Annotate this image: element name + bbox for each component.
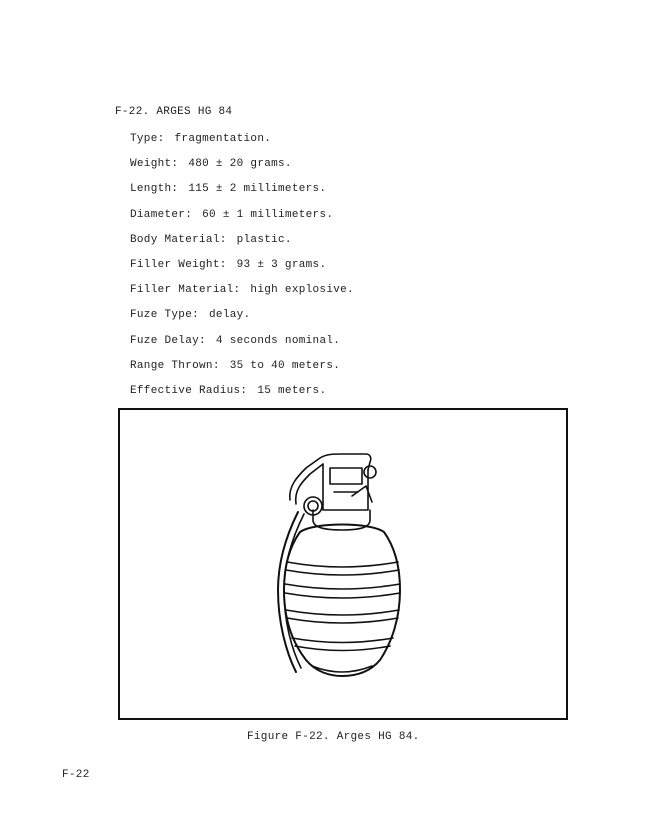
spec-value: high explosive. (250, 284, 354, 297)
spec-label: Type: (130, 133, 165, 145)
spec-value: fragmentation. (174, 133, 272, 145)
spec-length (130, 182, 354, 207)
spec-label: Filler Material: (130, 284, 241, 297)
spec-label: Effective Radius: (130, 384, 248, 397)
spec-label: Length: (130, 183, 179, 196)
figure-frame (118, 408, 568, 720)
spec-effective-radius (130, 384, 354, 409)
spec-label: Fuze Type: (130, 309, 200, 322)
spec-filler-material (130, 283, 354, 308)
spec-value: 60 ± 1 millimeters. (202, 208, 334, 221)
spec-value: 15 meters. (257, 384, 327, 397)
spec-range-thrown (130, 359, 354, 384)
spec-type (130, 132, 354, 157)
spec-fuze-type (130, 308, 354, 333)
spec-body-material (130, 233, 354, 258)
spec-label: Diameter: (130, 208, 193, 221)
spec-value: 35 to 40 meters. (229, 359, 341, 372)
spec-list (130, 132, 354, 409)
spec-value: 93 ± 3 grams. (236, 258, 327, 271)
spec-label: Range Thrown: (130, 359, 220, 372)
page-number: F-22 (62, 769, 90, 781)
spec-label: Body Material: (130, 233, 227, 246)
spec-value: 4 seconds nominal. (215, 334, 341, 347)
spec-value: 480 ± 20 grams. (188, 158, 292, 171)
spec-value: delay. (209, 309, 251, 322)
spec-diameter (130, 208, 354, 233)
spec-value: plastic. (236, 233, 292, 246)
spec-label: Filler Weight: (130, 258, 227, 271)
grenade-illustration (120, 410, 566, 718)
spec-label: Weight: (130, 158, 179, 171)
spec-filler-weight (130, 258, 354, 283)
section-heading: F-22. ARGES HG 84 (115, 106, 233, 118)
spec-label: Fuze Delay: (130, 334, 206, 347)
spec-value: 115 ± 2 millimeters. (188, 183, 327, 196)
figure-caption: Figure F-22. Arges HG 84. (247, 731, 420, 743)
spec-fuze-delay (130, 334, 354, 359)
spec-weight (130, 157, 354, 182)
